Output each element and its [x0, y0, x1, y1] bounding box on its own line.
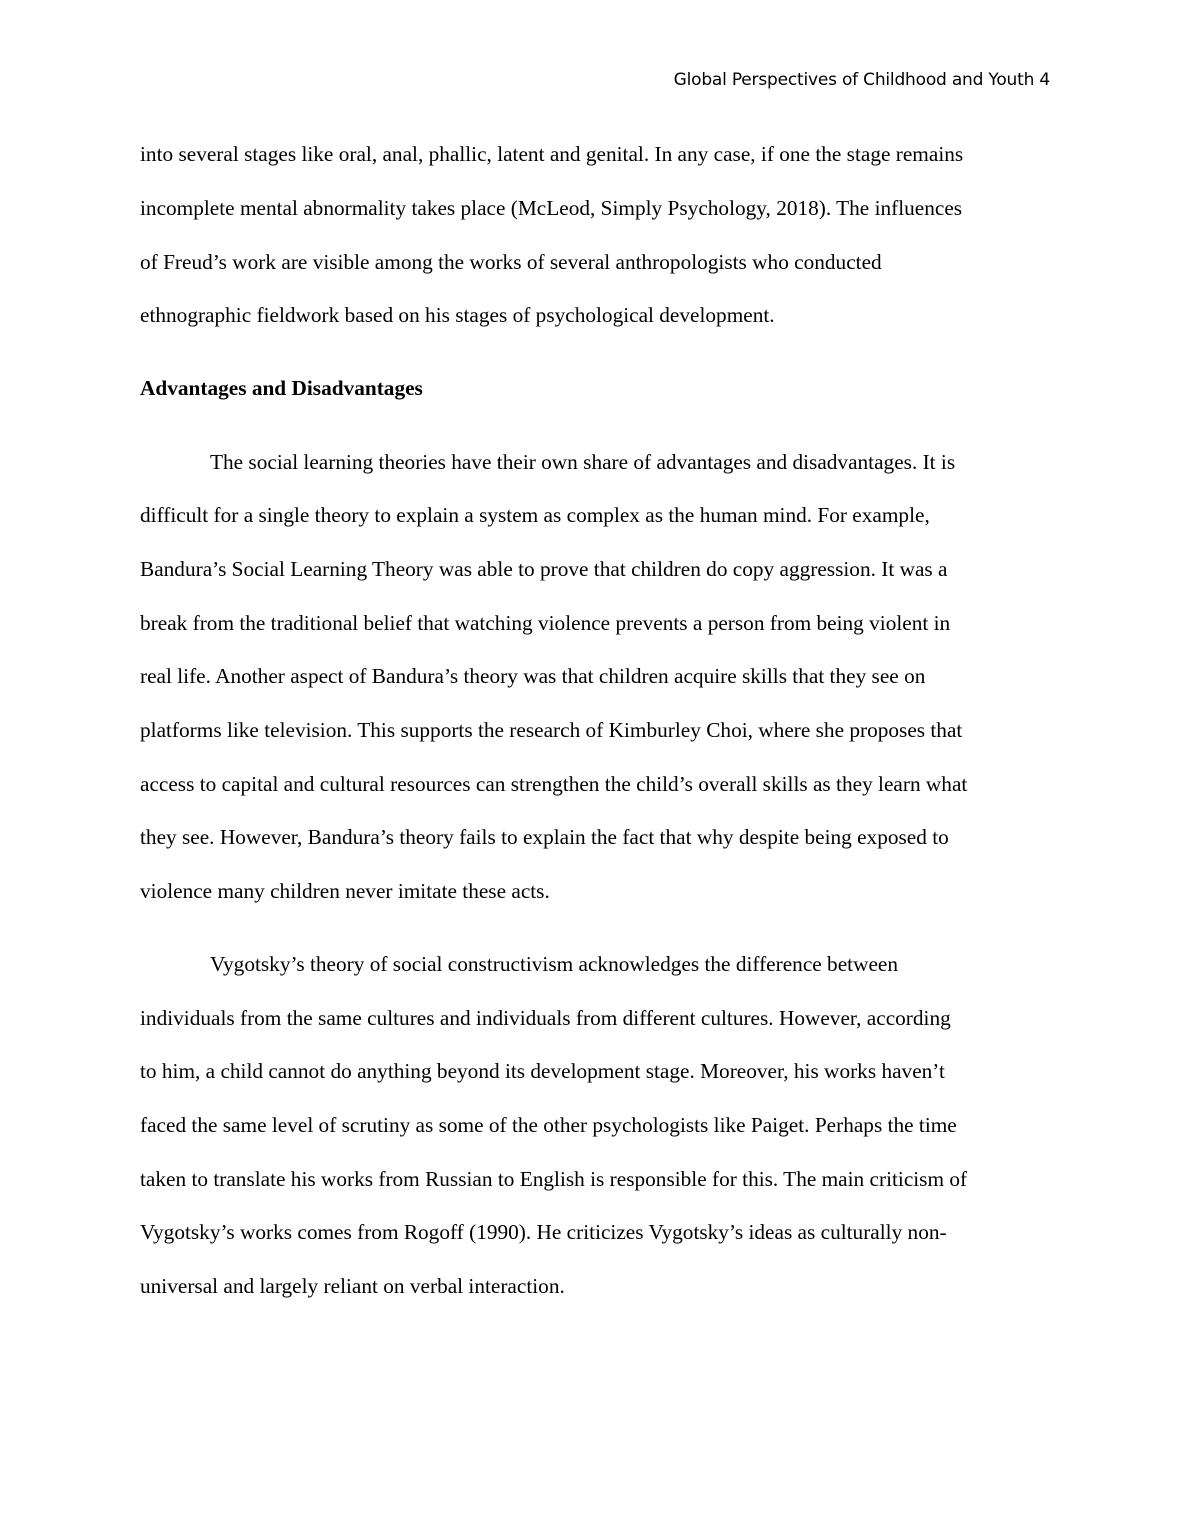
paragraph-2-line: access to capital and cultural resources can strengthen the child’s overall skills as they learn what	[140, 772, 968, 796]
paragraph-3-line: faced the same level of scrutiny as some of the other psychologists like Paiget. Perhaps the time	[140, 1113, 957, 1137]
paragraph-2-line: Bandura’s Social Learning Theory was able to prove that children do copy aggression. It was a	[140, 557, 948, 581]
paragraph-1-line: into several stages like oral, anal, phallic, latent and genital. In any case, if one the stage remains	[140, 142, 964, 166]
paragraph-2-line: violence many children never imitate these acts.	[140, 879, 550, 903]
paragraph-3-line: taken to translate his works from Russian to English is responsible for this. The main criticism of	[140, 1167, 968, 1191]
paragraph-3-line: Vygotsky’s works comes from Rogoff (1990). He criticizes Vygotsky’s ideas as culturally non-	[140, 1220, 947, 1244]
paragraph-3-line: to him, a child cannot do anything beyond its development stage. Moreover, his works haven’t	[140, 1059, 945, 1083]
page-header	[674, 70, 1050, 90]
paragraph-3-line: Vygotsky’s theory of social constructivism acknowledges the difference between	[210, 952, 899, 976]
running-head: Global Perspectives of Childhood and Youth	[673, 70, 1035, 90]
paragraph-2-line: real life. Another aspect of Bandura’s theory was that children acquire skills that they see on	[140, 664, 926, 688]
paragraph-2-line: they see. However, Bandura’s theory fails to explain the fact that why despite being exposed to	[140, 825, 949, 849]
paragraph-2-line: break from the traditional belief that watching violence prevents a person from being violent in	[140, 611, 951, 635]
paragraph-3-line: universal and largely reliant on verbal interaction.	[140, 1274, 565, 1298]
page-number: 4	[1039, 70, 1050, 90]
paragraph-1-line: ethnographic fieldwork based on his stages of psychological development.	[140, 303, 775, 327]
section-heading: Advantages and Disadvantages	[140, 376, 423, 400]
paragraph-2-line: platforms like television. This supports the research of Kimburley Choi, where she proposes that	[140, 718, 963, 742]
paragraph-3-line: individuals from the same cultures and individuals from different cultures. However, according	[140, 1006, 951, 1030]
paragraph-2-line: The social learning theories have their own share of advantages and disadvantages. It is	[210, 450, 956, 474]
paragraph-1-line: of Freud’s work are visible among the works of several anthropologists who conducted	[140, 250, 882, 274]
paragraph-2-line: difficult for a single theory to explain a system as complex as the human mind. For example,	[140, 503, 930, 527]
paragraph-1-line: incomplete mental abnormality takes place (McLeod, Simply Psychology, 2018). The influences	[140, 196, 963, 220]
